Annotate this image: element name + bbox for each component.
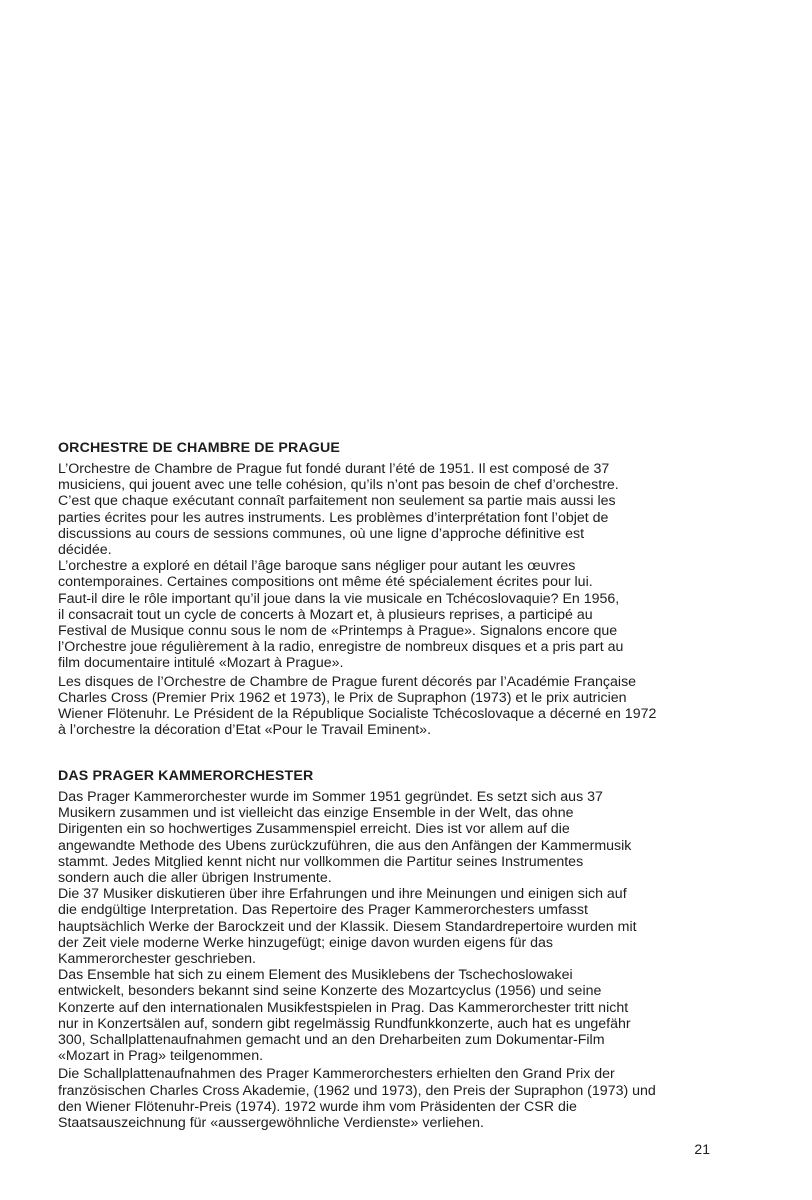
german-paragraph-1 xyxy=(58,789,718,1064)
text-line: sondern auch die aller übrigen Instrumente. xyxy=(58,870,332,887)
text-line: hauptsächlich Werke der Barockzeit und der Klassik. Diesem Standardrepertoire wurden mit xyxy=(58,918,637,935)
french-paragraph-2 xyxy=(58,674,718,739)
french-section xyxy=(58,439,718,738)
text-line: Dirigenten ein so hochwertiges Zusammenspiel erreicht. Dies ist vor allem auf die xyxy=(58,821,570,838)
text-line: angewandte Methode des Ubens zurückzuführen, die aus den Anfängen der Kammermusik xyxy=(58,837,632,854)
text-line: nur in Konzertsälen auf, sondern gibt regelmässig Rundfunkkonzerte, auch hat es ungefähr xyxy=(58,1015,631,1032)
french-paragraph-1 xyxy=(58,461,718,672)
text-line: der Zeit viele moderne Werke hinzugefügt; einige davon wurden eigens für das xyxy=(58,934,554,951)
text-line: film documentaire intitulé «Mozart à Prague». xyxy=(58,655,344,672)
text-line: discussions au cours de sessions communes, où une ligne d’approche définitive est xyxy=(58,525,585,542)
text-line: L’orchestre a exploré en détail l’âge baroque sans négliger pour autant les œuvres xyxy=(58,558,576,575)
text-line: il consacrait tout un cycle de concerts à Mozart et, à plusieurs reprises, a participé au xyxy=(58,606,593,623)
text-line: Die Schallplattenaufnahmen des Prager Kammerorchesters erhielten den Grand Prix der xyxy=(58,1066,615,1083)
page-number: 21 xyxy=(694,1141,710,1157)
text-line: à l’orchestre la décoration d’Etat «Pour le Travail Eminent». xyxy=(58,722,432,739)
text-line: Konzerte auf den internationalen Musikfestspielen in Prag. Das Kammerorchester tritt nicht xyxy=(58,999,629,1016)
text-line: L’Orchestre de Chambre de Prague fut fondé durant l’été de 1951. Il est composé de 37 xyxy=(58,461,610,477)
text-line: Charles Cross (Premier Prix 1962 et 1973), le Prix de Supraphon (1973) et le prix autricien xyxy=(58,689,627,706)
text-line: Staatsauszeichnung für «aussergewöhnliche Verdienste» verliehen. xyxy=(58,1115,484,1132)
text-line: contemporaines. Certaines compositions ont même été spécialement écrites pour lui. xyxy=(58,574,593,591)
text-line: «Mozart in Prag» teilgenommen. xyxy=(58,1048,264,1065)
german-section xyxy=(58,767,718,1131)
text-line: Das Ensemble hat sich zu einem Element des Musiklebens der Tschechoslowakei xyxy=(58,967,573,984)
text-line: entwickelt, besonders bekannt sind seine Konzerte des Mozartcyclus (1956) und seine xyxy=(58,983,602,1000)
text-line: französischen Charles Cross Akademie, (1962 und 1973), den Preis der Supraphon (1973) und xyxy=(58,1082,656,1099)
text-line: Festival de Musique connu sous le nom de «Printemps à Prague». Signalons encore que xyxy=(58,623,618,640)
text-line: musiciens, qui jouent avec une telle cohésion, qu’ils n’ont pas besoin de chef d’orchestre. xyxy=(58,477,619,494)
text-line: Faut-il dire le rôle important qu’il joue dans la vie musicale en Tchécoslovaquie? En 1956, xyxy=(58,590,620,607)
text-line: Kammerorchester geschrieben. xyxy=(58,951,256,968)
text-line: Die 37 Musiker diskutieren über ihre Erfahrungen und ihre Meinungen und einigen sich auf xyxy=(58,886,627,903)
text-line: stammt. Jedes Mitglied kennt nicht nur vollkommen die Partitur seines Instrumentes xyxy=(58,853,584,870)
text-line: den Wiener Flötenuhr-Preis (1974). 1972 wurde ihm vom Präsidenten der CSR die xyxy=(58,1098,577,1115)
text-line: Wiener Flötenuhr. Le Président de la République Socialiste Tchécoslovaque a décerné en 1972 xyxy=(58,706,657,723)
german-heading: DAS PRAGER KAMMERORCHESTER xyxy=(58,768,314,784)
text-line: 300, Schallplattenaufnahmen gemacht und an den Dreharbeiten zum Dokumentar-Film xyxy=(58,1032,605,1049)
text-line: Musikern zusammen und ist vielleicht das einzige Ensemble in der Welt, das ohne xyxy=(58,805,574,822)
text-line: l’Orchestre joue régulièrement à la radio, enregistre de nombreux disques et a pris part au xyxy=(58,639,624,656)
text-line: Les disques de l’Orchestre de Chambre de Prague furent décorés par l’Académie Française xyxy=(58,673,637,690)
text-line: die endgültige Interpretation. Das Repertoire des Prager Kammerorchesters umfasst xyxy=(58,902,588,919)
french-heading: ORCHESTRE DE CHAMBRE DE PRAGUE xyxy=(58,440,340,456)
text-line: C’est que chaque exécutant connaît parfaitement non seulement sa partie mais aussi les xyxy=(58,493,616,510)
text-line: Das Prager Kammerorchester wurde im Sommer 1951 gegründet. Es setzt sich aus 37 xyxy=(58,789,603,805)
text-line: parties écrites pour les autres instruments. Les problèmes d’interprétation font l’objet de xyxy=(58,509,609,526)
german-paragraph-2 xyxy=(58,1066,718,1131)
text-line: décidée. xyxy=(58,542,112,559)
